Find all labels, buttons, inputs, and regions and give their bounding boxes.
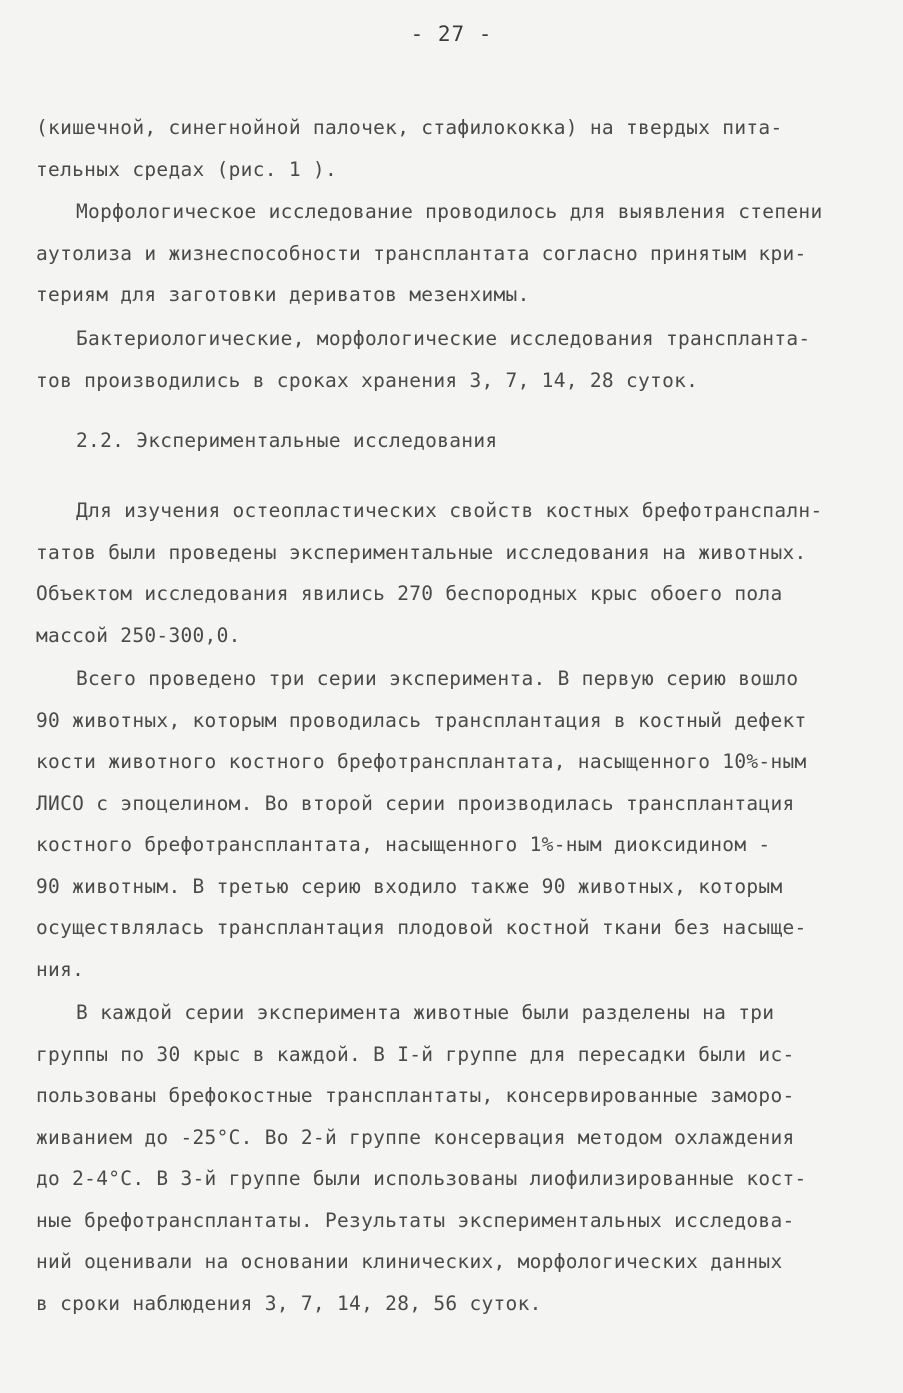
paragraph-4 [36,490,866,656]
text-line: 90 животным. В третью серию входило также 90 животных, которым [36,874,783,898]
text-line: Объектом исследования явились 270 беспородных крыс обоего пола [36,582,783,605]
text-line: ний оценивали на основании клинических, морфологических данных [36,1250,783,1273]
section-heading [36,420,866,462]
text-line: В каждой серии эксперимента животные были разделены на три [76,1001,775,1024]
text-line: ные брефотрансплантаты. Результаты экспериментальных исследова- [36,1208,795,1232]
text-line: тов производились в сроках хранения 3, 7, 14, 28 суток. [36,368,699,392]
text-line: (кишечной, синегнойной палочек, стафилококка) на твердых пита- [36,116,783,139]
text-line: костного брефотрансплантата, насыщенного 1%-ным диоксидином - [36,833,771,856]
text-line: пользованы брефокостные трансплантаты, консервированные заморо- [36,1084,795,1107]
text-line: татов были проведены экспериментальные исследования на животных. [36,540,807,564]
text-line: осуществлялась трансплантация плодовой костной ткани без насыще- [36,916,807,939]
text-line: 90 животных, которым проводилась трансплантация в костный дефект [36,708,807,732]
paragraph-5 [36,658,866,990]
text-line: Для изучения остеопластических свойств костных брефотранспалн- [76,499,823,522]
text-line: териям для заготовки дериватов мезенхимы. [36,283,530,306]
text-line: аутолиза и жизнеспособности трансплантата согласно принятым кри- [36,241,807,265]
text-line: кости животного костного брефотрансплантата, насыщенного 10%-ным [36,750,807,773]
text-line: Бактериологические, морфологические исследования транспланта- [76,327,811,350]
text-line: Всего проведено три серии эксперимента. В первую серию вошло [76,667,799,690]
paragraph-3 [36,318,866,401]
text-line: ния. [36,957,85,981]
text-line: живанием до -25°С. Во 2-й группе консервация методом охлаждения [36,1125,795,1149]
text-line: ЛИСО с эпоцелином. Во второй серии производилась трансплантация [36,791,795,815]
text-line: в сроки наблюдения 3, 7, 14, 28, 56 суток. [36,1291,542,1315]
text-line: Морфологическое исследование проводилось для выявления степени [76,200,823,223]
paragraph-6 [36,992,866,1324]
section-heading-text: 2.2. Экспериментальные исследования [76,429,498,452]
text-line: массой 250-300,0. [36,623,241,647]
paragraph-2 [36,191,866,316]
text-line: до 2-4°С. В 3-й группе были использованы лиофилизированные кост- [36,1167,807,1190]
paragraph-1 [36,107,866,190]
text-line: группы по 30 крыс в каждой. В I-й группе для пересадки были ис- [36,1042,795,1066]
page-number: - 27 - [410,22,493,46]
text-line: тельных средах (рис. 1 ). [36,157,337,181]
